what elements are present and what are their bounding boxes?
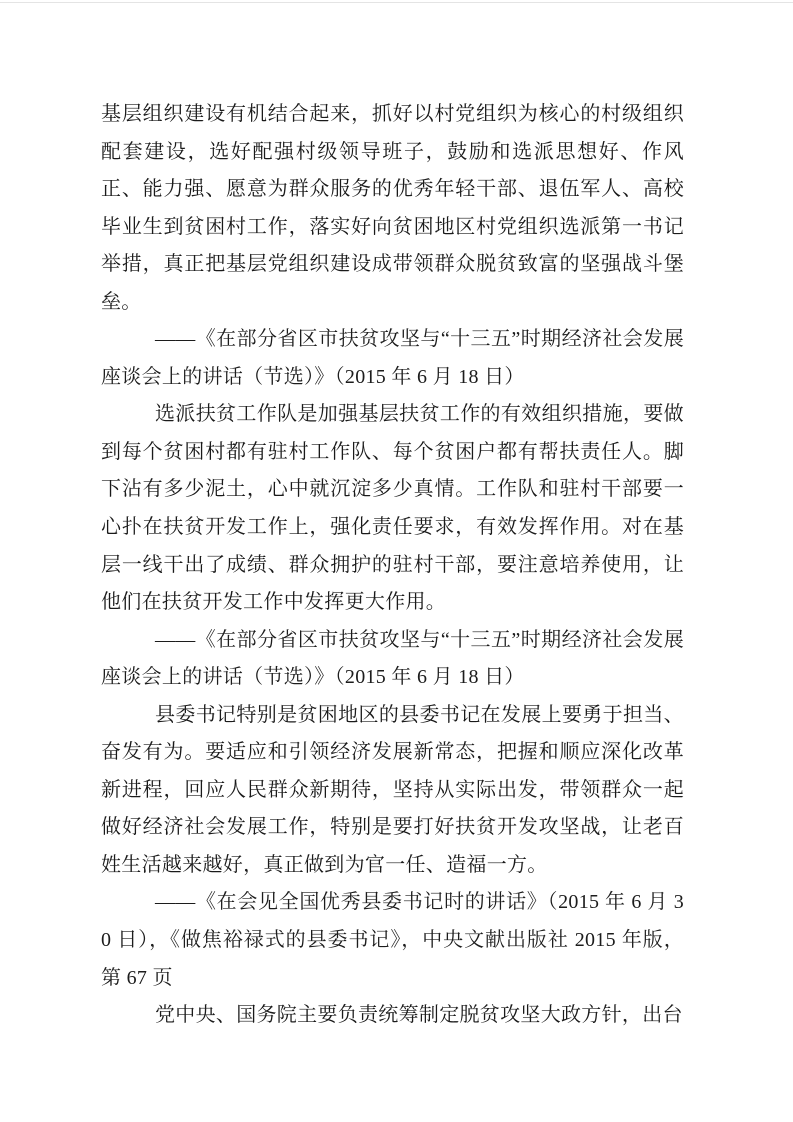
citation-paragraph: ——《在部分省区市扶贫攻坚与“十三五”时期经济社会发展座谈会上的讲话（节选）》（2015 年 6 月 18 日） — [101, 328, 684, 388]
body-paragraph: 基层组织建设有机结合起来，抓好以村党组织为核心的村级组织配套建设，选好配强村级领导班子，鼓励和选派思想好、作风正、能力强、愿意为群众服务的优秀年轻干部、退伍军人、高校毕业生到贫困村工作，落实好向贫困地区村党组织选派第一书记举措，真正把基层党组织建设成带领群众脱贫致富的坚强战斗堡垒。 — [101, 103, 684, 313]
body-paragraph: 选派扶贫工作队是加强基层扶贫工作的有效组织措施，要做到每个贫困村都有驻村工作队、每个贫困户都有帮扶责任人。脚下沾有多少泥土，心中就沉淀多少真情。工作队和驻村干部要一心扑在扶贫开发工作上，强化责任要求，有效发挥作用。对在基层一线干出了成绩、群众拥护的驻村干部，要注意培养使用，让他们在扶贫开发工作中发挥更大作用。 — [101, 403, 684, 614]
citation-paragraph: ——《在会见全国优秀县委书记时的讲话》（2015 年 6 月 30 日），《做焦裕禄式的县委书记》，中央文献出版社 2015 年版，第 67 页 — [101, 891, 684, 989]
body-paragraph: 党中央、国务院主要负责统筹制定脱贫攻坚大政方针，出台 — [155, 1004, 683, 1027]
document-text-block — [101, 96, 684, 1035]
citation-paragraph: ——《在部分省区市扶贫攻坚与“十三五”时期经济社会发展座谈会上的讲话（节选）》（2015 年 6 月 18 日） — [101, 628, 684, 689]
page-top-edge — [0, 2, 793, 3]
body-paragraph: 县委书记特别是贫困地区的县委书记在发展上要勇于担当、奋发有为。要适应和引领经济发展新常态，把握和顺应深化改革新进程，回应人民群众新期待，坚持从实际出发，带领群众一起做好经济社会发展工作，特别是要打好扶贫开发攻坚战，让老百姓生活越来越好，真正做到为官一任、造福一方。 — [101, 703, 684, 876]
